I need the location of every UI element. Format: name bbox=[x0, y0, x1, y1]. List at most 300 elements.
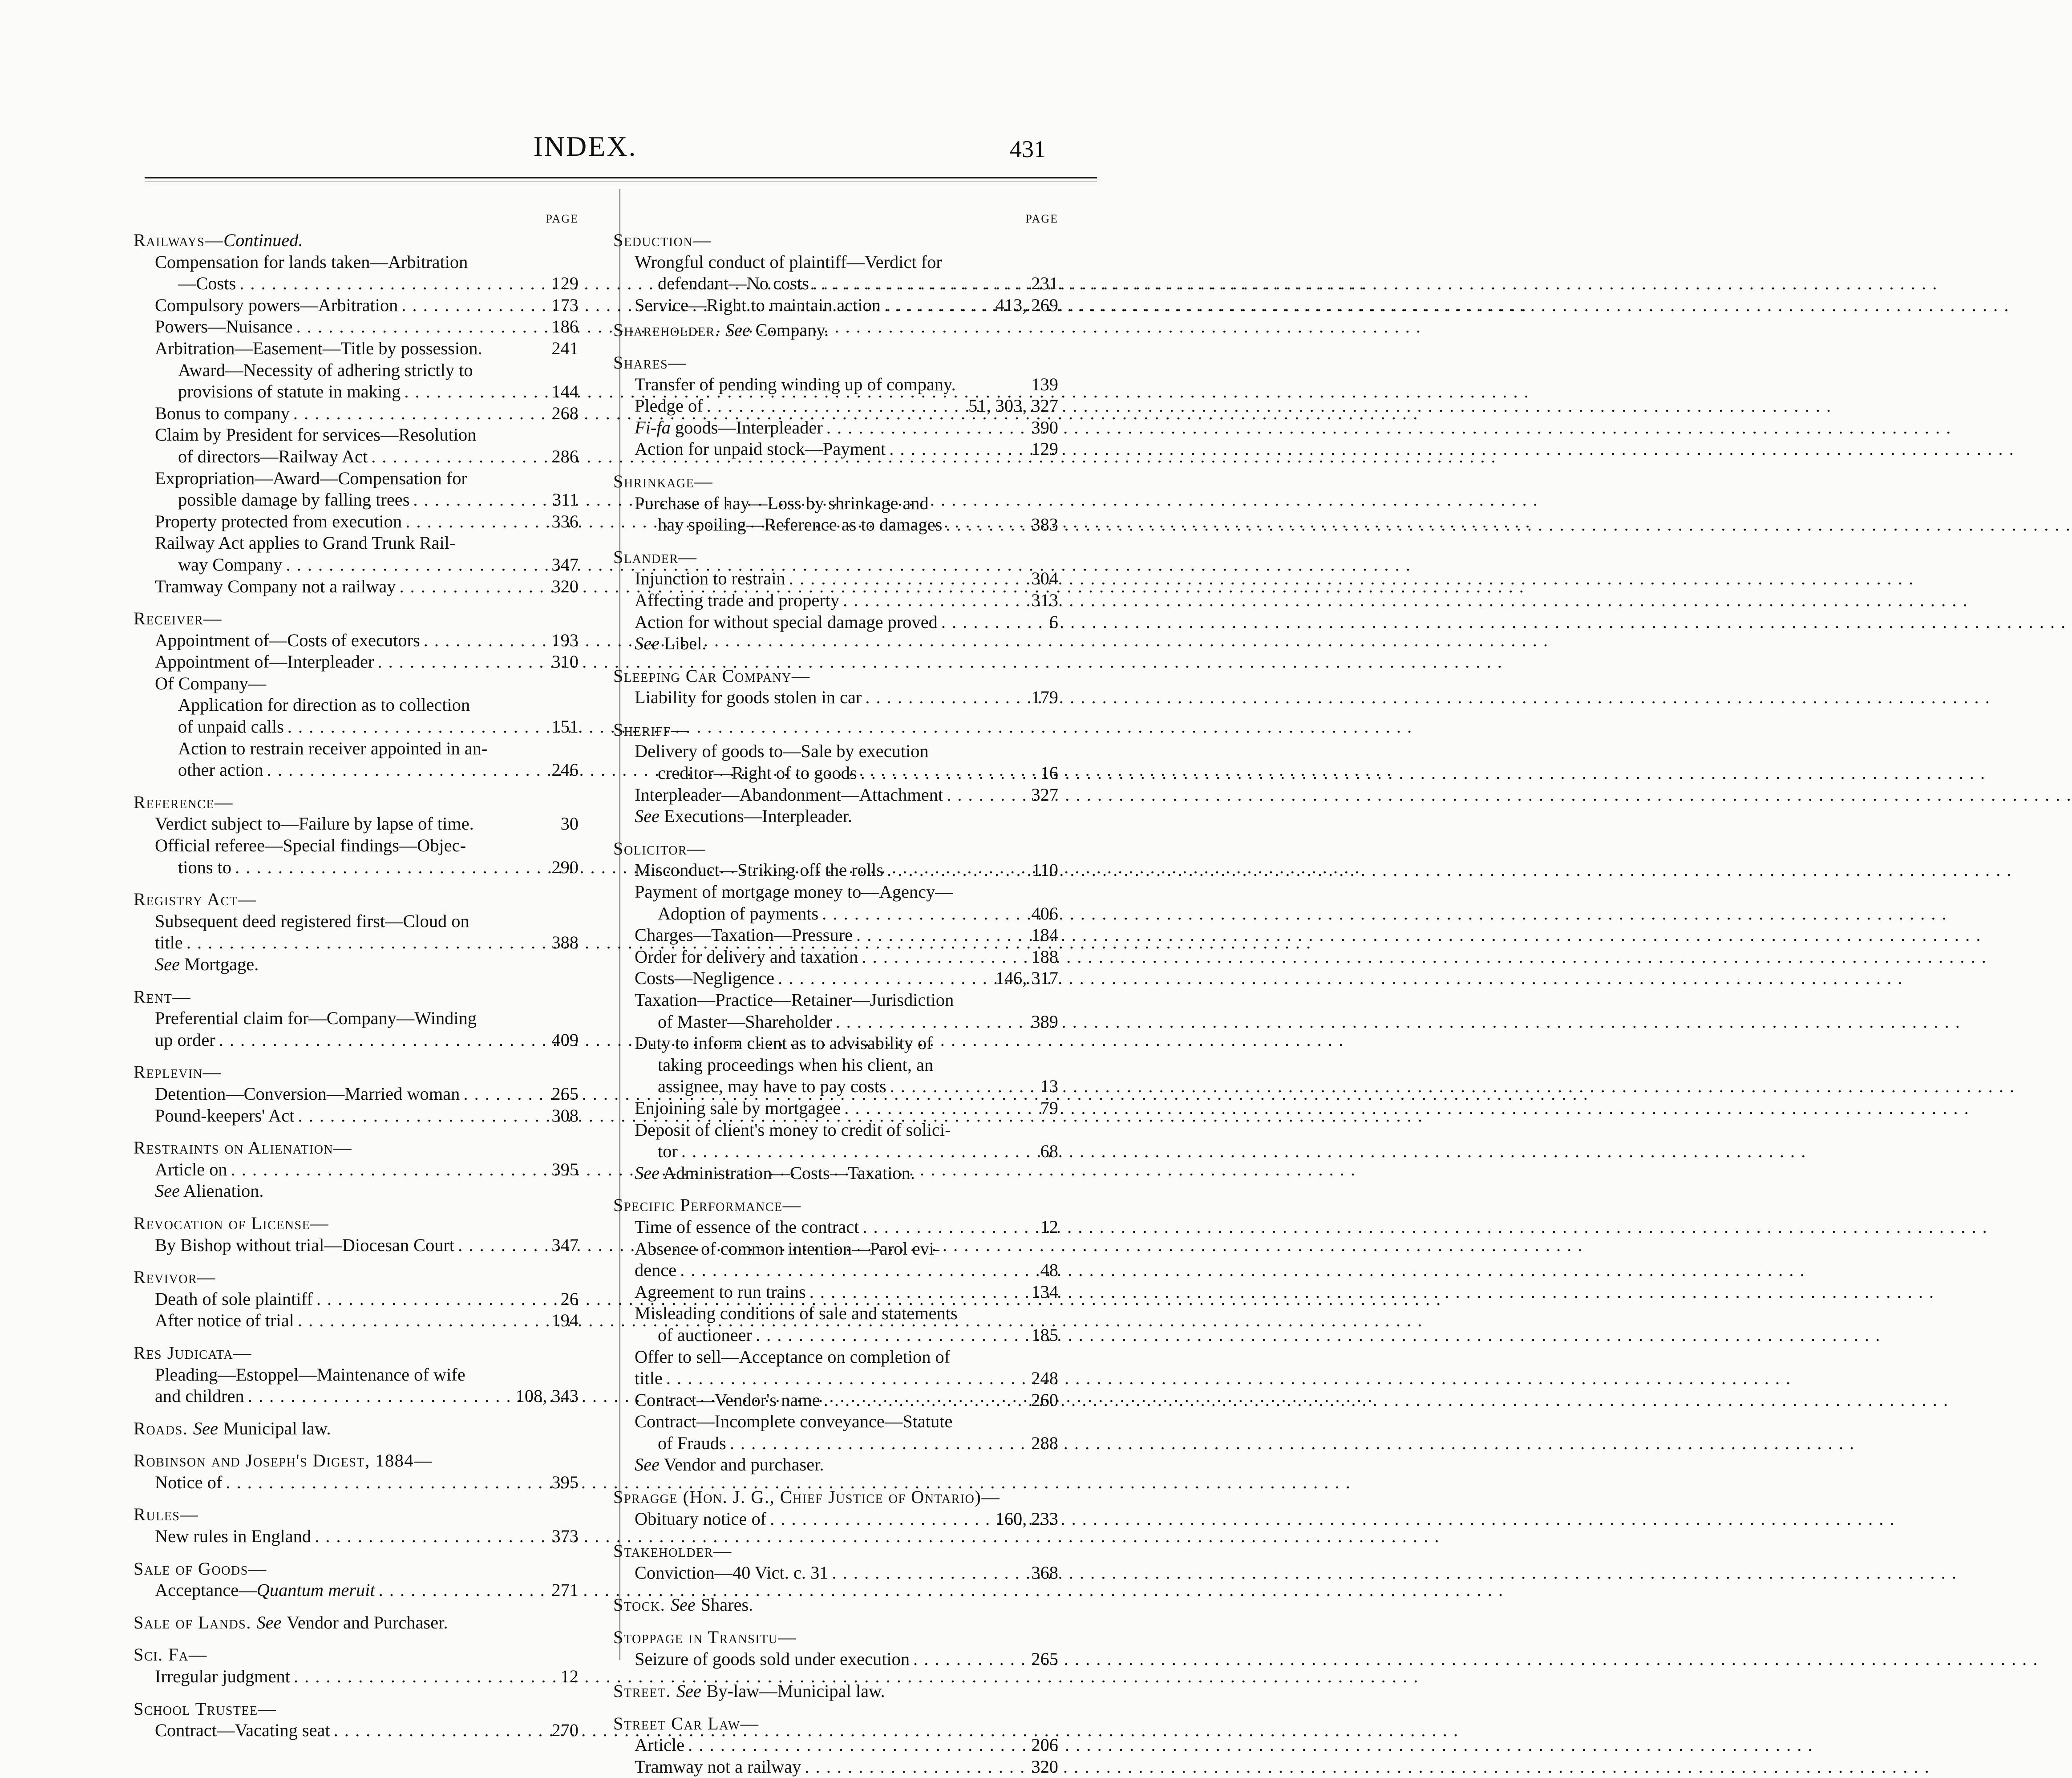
dot-leader bbox=[681, 1141, 1037, 1162]
subentry-line bbox=[134, 1385, 579, 1407]
subentry-text: Contract—Incomplete conveyance—Statute bbox=[635, 1411, 953, 1432]
dot-leader bbox=[315, 1526, 548, 1547]
page-ref: 129 bbox=[551, 273, 579, 294]
subentry-text: Offer to sell—Acceptance on completion of bbox=[635, 1346, 951, 1367]
page-ref: 290 bbox=[551, 857, 579, 877]
subentry-line bbox=[613, 493, 1058, 514]
subentry-italic: Quantum meruit bbox=[256, 1580, 375, 1600]
dot-leader bbox=[862, 946, 1028, 968]
see-reference: Alienation. bbox=[183, 1181, 264, 1201]
entry-heading bbox=[134, 1504, 579, 1526]
entry-heading bbox=[134, 1213, 579, 1235]
subentry-text: Contract—Vacating seat bbox=[155, 1720, 330, 1741]
subentry-text: Obituary notice of bbox=[635, 1508, 767, 1529]
dot-leader bbox=[231, 1159, 548, 1181]
subentry-line bbox=[134, 694, 579, 716]
subentry-text: Purchase of hay—Loss by shrinkage and bbox=[635, 493, 929, 513]
index-entry bbox=[613, 1713, 1058, 1778]
dot-leader bbox=[404, 381, 548, 403]
index-entry bbox=[613, 547, 1058, 655]
subentry-line bbox=[134, 1666, 579, 1688]
dot-leader bbox=[424, 630, 548, 652]
dot-leader bbox=[298, 1310, 548, 1332]
entry-heading-text: Reference— bbox=[134, 792, 233, 812]
subentry-line bbox=[613, 1141, 1058, 1162]
subentry-line bbox=[613, 1324, 1058, 1346]
index-entry bbox=[613, 320, 1058, 341]
dot-leader bbox=[913, 1648, 1028, 1670]
subentry-line bbox=[134, 673, 579, 695]
subentry-line bbox=[134, 1720, 579, 1742]
page-ref: 288 bbox=[1031, 1433, 1058, 1453]
index-entry bbox=[134, 1504, 579, 1547]
subentry-line bbox=[134, 532, 579, 554]
entry-heading bbox=[613, 1195, 1058, 1216]
see-also bbox=[613, 1162, 1058, 1184]
subentry-text: Appointment of—Costs of executors bbox=[155, 630, 420, 650]
entry-heading-text: Receiver— bbox=[134, 608, 223, 629]
subentry-text: title bbox=[635, 1368, 663, 1389]
page-ref: 186 bbox=[551, 316, 579, 337]
page-title: INDEX. bbox=[533, 130, 637, 162]
subentry-line bbox=[134, 554, 579, 576]
see-reference: Vendor and Purchaser. bbox=[287, 1612, 448, 1632]
page-ref: 139 bbox=[1031, 374, 1058, 394]
subentry-text: Bonus to company bbox=[155, 403, 290, 423]
dot-leader bbox=[680, 1260, 1036, 1281]
header-rule bbox=[145, 177, 1097, 178]
subentry-text: Conviction—40 Vict. c. 31 bbox=[635, 1562, 829, 1583]
dot-leader bbox=[856, 924, 1028, 946]
dot-leader bbox=[805, 1756, 1028, 1778]
dot-leader bbox=[861, 762, 1037, 784]
subentry-text: Article bbox=[635, 1735, 685, 1755]
entry-heading bbox=[134, 986, 579, 1008]
subentry-line bbox=[134, 932, 579, 954]
entry-heading-text: Stock. bbox=[613, 1595, 666, 1615]
subentry-line bbox=[613, 438, 1058, 460]
entry-heading-text: Replevin— bbox=[134, 1062, 222, 1082]
subentry-line bbox=[613, 1648, 1058, 1670]
dot-leader bbox=[294, 1666, 557, 1688]
page-ref: 336 bbox=[551, 511, 579, 531]
subentry-text: Liability for goods stolen in car bbox=[635, 687, 862, 708]
dot-leader bbox=[789, 568, 1028, 590]
subentry-text: assignee, may have to pay costs bbox=[658, 1076, 886, 1097]
entry-heading-text: Robinson and Joseph's Digest, 1884— bbox=[134, 1450, 433, 1471]
subentry-text: Charges—Taxation—Pressure bbox=[635, 925, 853, 945]
subentry-line bbox=[613, 251, 1058, 273]
subentry-text: tions to bbox=[178, 857, 232, 877]
index-entry bbox=[134, 889, 579, 975]
dot-leader bbox=[287, 716, 548, 738]
entry-heading bbox=[134, 230, 579, 251]
see-label: See bbox=[676, 1681, 701, 1701]
dot-leader bbox=[832, 1562, 1028, 1584]
entry-heading-text: Street. bbox=[613, 1681, 672, 1701]
dot-leader bbox=[248, 1385, 512, 1407]
page-ref: 310 bbox=[551, 652, 579, 672]
dot-leader bbox=[377, 651, 548, 673]
subentry-text: Compensation for lands taken—Arbitration bbox=[155, 251, 468, 272]
subentry-line bbox=[134, 1288, 579, 1310]
page-ref: 151 bbox=[551, 717, 579, 737]
page-number: 431 bbox=[1010, 136, 1046, 162]
page-ref: 110 bbox=[1032, 860, 1058, 880]
dot-leader bbox=[239, 273, 548, 295]
dot-leader bbox=[889, 438, 1028, 460]
subentry-text: Pleading—Estoppel—Maintenance of wife bbox=[155, 1364, 465, 1385]
subentry-text: taking proceedings when his client, an bbox=[658, 1054, 934, 1075]
subentry-line bbox=[134, 1235, 579, 1256]
subentry-line bbox=[613, 1076, 1058, 1098]
subentry-line bbox=[613, 1033, 1058, 1054]
subentry-text: Claim by President for services—Resolution bbox=[155, 425, 477, 445]
dot-leader bbox=[219, 1029, 548, 1051]
subentry-text: Property protected from execution bbox=[155, 511, 402, 531]
index-entry bbox=[134, 792, 579, 878]
index-entry bbox=[134, 986, 579, 1051]
page-ref: 347 bbox=[551, 554, 579, 575]
entry-heading-text: Shrinkage— bbox=[613, 471, 713, 491]
see-also bbox=[613, 806, 1058, 827]
page-ref: 313 bbox=[1031, 590, 1058, 610]
see-reference: Libel. bbox=[664, 633, 707, 654]
index-entry bbox=[613, 838, 1058, 1184]
index-entry bbox=[134, 1213, 579, 1256]
subentry-text bbox=[155, 1580, 375, 1601]
subentry-line bbox=[613, 1433, 1058, 1454]
subentry-text: Misleading conditions of sale and statements bbox=[635, 1303, 958, 1324]
entry-heading-text: Sale of Goods— bbox=[134, 1558, 267, 1579]
subentry-text: and children bbox=[155, 1386, 244, 1406]
subentry-line bbox=[134, 424, 579, 446]
subentry-line bbox=[134, 911, 579, 932]
subentry-text: Article on bbox=[155, 1159, 227, 1179]
subentry-text: Service—Right to maintain action bbox=[635, 295, 881, 315]
dot-leader bbox=[267, 759, 548, 781]
page-ref: 68 bbox=[1040, 1141, 1058, 1162]
index-entry bbox=[134, 1061, 579, 1126]
page-ref: 248 bbox=[1031, 1368, 1058, 1389]
entry-heading bbox=[134, 1137, 579, 1159]
see-label: See bbox=[155, 954, 180, 974]
page-ref: 184 bbox=[1031, 925, 1058, 945]
index-entry bbox=[134, 1342, 579, 1407]
subentry-text: Action to restrain receiver appointed in an- bbox=[178, 738, 488, 758]
subentry-line bbox=[613, 295, 1058, 316]
subentry-line bbox=[613, 903, 1058, 925]
index-entry bbox=[613, 1627, 1058, 1670]
subentry-text: Action for unpaid stock—Payment bbox=[635, 439, 886, 459]
subentry-line bbox=[613, 395, 1058, 417]
subentry-text: Misconduct—Striking off the rolls bbox=[635, 860, 884, 880]
dot-leader bbox=[235, 857, 548, 879]
index-entry bbox=[613, 352, 1058, 460]
subentry-line bbox=[134, 1580, 579, 1601]
subentry-text: By Bishop without trial—Diocesan Court bbox=[155, 1235, 455, 1255]
index-entry bbox=[134, 1450, 579, 1493]
entry-heading bbox=[134, 1644, 579, 1666]
see-reference: Administration—Costs—Taxation. bbox=[663, 1162, 915, 1183]
index-column-left bbox=[134, 209, 579, 1742]
subentry-text: Notice of bbox=[155, 1472, 223, 1492]
subentry-text: of Frauds bbox=[658, 1433, 726, 1453]
dot-leader bbox=[226, 1472, 548, 1494]
subentry-line bbox=[134, 360, 579, 381]
subentry-line bbox=[134, 1364, 579, 1386]
entry-heading bbox=[613, 230, 1058, 251]
subentry-line bbox=[613, 1508, 1058, 1530]
entry-heading-text: Sci. Fa— bbox=[134, 1644, 207, 1665]
see-reference: Shares. bbox=[700, 1595, 753, 1615]
subentry-line bbox=[134, 716, 579, 738]
subentry-line bbox=[613, 1756, 1058, 1778]
subentry-text: Preferential claim for—Company—Winding bbox=[155, 1008, 477, 1029]
subentry-line bbox=[613, 273, 1058, 295]
see-also bbox=[613, 633, 1058, 655]
subentry-text bbox=[635, 417, 823, 439]
subentry-line bbox=[134, 338, 579, 360]
subentry-line bbox=[613, 1054, 1058, 1076]
page-ref: 265 bbox=[551, 1083, 579, 1104]
subentry-text: Duty to inform client as to advisability of bbox=[635, 1033, 933, 1053]
see-also bbox=[134, 954, 579, 976]
page-ref: 413, 269 bbox=[995, 295, 1058, 315]
entry-heading bbox=[613, 838, 1058, 860]
subentry-line bbox=[134, 813, 579, 835]
dot-leader bbox=[371, 446, 548, 468]
subentry-line bbox=[613, 1411, 1058, 1433]
dot-leader bbox=[843, 590, 1028, 612]
see-also bbox=[134, 1180, 579, 1202]
dot-leader bbox=[826, 417, 1028, 439]
subentry-line bbox=[613, 1346, 1058, 1368]
entry-heading-text: Spragge (Hon. J. G., Chief Justice of Ontario)— bbox=[613, 1487, 1000, 1507]
subentry-text: Subsequent deed registered first—Cloud on bbox=[155, 911, 469, 931]
dot-leader bbox=[862, 1216, 1036, 1238]
dot-leader bbox=[379, 1580, 548, 1601]
subentry-text: other action bbox=[178, 760, 263, 780]
subentry-line bbox=[613, 1562, 1058, 1584]
dot-leader bbox=[405, 511, 548, 533]
entry-heading-text: Registry Act— bbox=[134, 889, 257, 910]
page-ref: 347 bbox=[551, 1235, 579, 1255]
subentry-line bbox=[613, 1216, 1058, 1238]
subentry-text: Tramway not a railway bbox=[635, 1757, 801, 1777]
entry-heading-text: Street Car Law— bbox=[613, 1713, 759, 1733]
see-reference: Vendor and purchaser. bbox=[664, 1454, 824, 1475]
index-column-right bbox=[613, 209, 1058, 1778]
see-reference: By-law—Municipal law. bbox=[706, 1681, 885, 1701]
entry-heading bbox=[134, 1698, 579, 1720]
dot-leader bbox=[730, 1433, 1028, 1454]
page-ref: 368 bbox=[1031, 1562, 1058, 1583]
page-ref: 173 bbox=[551, 295, 579, 315]
dot-leader bbox=[835, 1011, 1028, 1033]
subentry-text: Death of sole plaintiff bbox=[155, 1288, 313, 1309]
page-ref: 6 bbox=[1049, 612, 1058, 632]
page-ref: 30 bbox=[560, 814, 579, 834]
entry-heading-text: Solicitor— bbox=[613, 838, 706, 859]
entry-heading-text: Res Judicata— bbox=[134, 1342, 252, 1363]
subentry-line bbox=[134, 273, 579, 295]
subentry-line bbox=[613, 881, 1058, 903]
dot-leader bbox=[809, 1281, 1028, 1303]
dot-leader bbox=[822, 903, 1028, 925]
entry-heading bbox=[613, 1713, 1058, 1735]
subentry-text: New rules in England bbox=[155, 1526, 312, 1547]
entry-heading-text: Shareholder. bbox=[613, 320, 720, 340]
index-entry bbox=[134, 1698, 579, 1742]
subentry-text: Deposit of client's money to credit of solici- bbox=[635, 1119, 951, 1140]
entry-heading bbox=[134, 792, 579, 814]
page-ref: 320 bbox=[1031, 1757, 1058, 1777]
index-entry bbox=[613, 719, 1058, 827]
index-entry bbox=[134, 1644, 579, 1687]
entry-heading bbox=[613, 665, 1058, 687]
page-ref: 389 bbox=[1031, 1011, 1058, 1032]
subentry-line bbox=[134, 511, 579, 533]
subentry-text: After notice of trial bbox=[155, 1310, 294, 1331]
entry-heading-text: Slander— bbox=[613, 547, 697, 567]
subentry-text: Seizure of goods sold under execution bbox=[635, 1648, 910, 1669]
subentry-line bbox=[134, 403, 579, 425]
subentry-text: of unpaid calls bbox=[178, 717, 284, 737]
subentry-line bbox=[134, 576, 579, 598]
page-ref: 390 bbox=[1031, 417, 1058, 437]
entry-heading bbox=[134, 1418, 579, 1440]
page-ref: 304 bbox=[1031, 568, 1058, 589]
dot-leader bbox=[296, 316, 548, 338]
entry-heading bbox=[134, 1450, 579, 1472]
subentry-line bbox=[134, 630, 579, 652]
subentry-text: way Company bbox=[178, 554, 283, 575]
page-ref: 12 bbox=[560, 1666, 579, 1687]
page-column-label: PAGE bbox=[1025, 212, 1058, 225]
entry-heading bbox=[613, 1486, 1058, 1508]
page-ref: 246 bbox=[551, 760, 579, 780]
dot-leader bbox=[947, 784, 1028, 806]
dot-leader bbox=[688, 1734, 1028, 1756]
subentry-line bbox=[613, 741, 1058, 762]
page-ref: 311 bbox=[552, 490, 579, 510]
subentry-line bbox=[613, 1303, 1058, 1324]
subentry-line bbox=[134, 446, 579, 468]
subentry-text: Tramway Company not a railway bbox=[155, 576, 396, 596]
subentry-text: dence bbox=[635, 1260, 677, 1280]
dot-leader bbox=[298, 1105, 548, 1127]
subentry-line bbox=[134, 1008, 579, 1029]
entry-heading-text: Roads. bbox=[134, 1418, 188, 1438]
page-ref: 265 bbox=[1031, 1648, 1058, 1669]
subentry-line bbox=[613, 946, 1058, 968]
subentry-text: Official referee—Special findings—Objec- bbox=[155, 835, 466, 856]
subentry-text: of auctioneer bbox=[658, 1324, 752, 1345]
entry-heading-text: Revivor— bbox=[134, 1267, 216, 1288]
see-reference: Company. bbox=[755, 320, 829, 340]
index-entry bbox=[134, 1558, 579, 1601]
dot-leader bbox=[778, 968, 992, 989]
page-column-label: PAGE bbox=[546, 212, 579, 225]
entry-heading bbox=[613, 1594, 1058, 1616]
dot-leader bbox=[316, 1288, 557, 1310]
subentry-line bbox=[613, 514, 1058, 536]
index-entry bbox=[134, 1267, 579, 1332]
entry-heading-text: Sheriff— bbox=[613, 719, 690, 740]
subentry-text: Agreement to run trains bbox=[635, 1281, 806, 1302]
page-ref: 160, 233 bbox=[995, 1508, 1058, 1529]
index-entry bbox=[613, 230, 1058, 316]
page-ref: 51, 303, 327 bbox=[968, 396, 1058, 416]
page-ref: 409 bbox=[551, 1029, 579, 1050]
entry-heading-text: Stakeholder— bbox=[613, 1541, 732, 1561]
subentry-text: Compulsory powers—Arbitration bbox=[155, 295, 398, 315]
index-entry bbox=[613, 665, 1058, 709]
subentry-line bbox=[134, 1083, 579, 1105]
subentry-text: Wrongful conduct of plaintiff—Verdict for bbox=[635, 251, 942, 272]
dot-leader bbox=[463, 1083, 548, 1105]
subentry-italic: Fi-fa bbox=[635, 417, 671, 437]
index-entry bbox=[134, 230, 579, 597]
entry-heading bbox=[613, 1681, 1058, 1702]
subentry-text: Pound-keepers' Act bbox=[155, 1105, 295, 1126]
subentry-line bbox=[134, 1310, 579, 1332]
page-ref: 320 bbox=[551, 576, 579, 596]
see-label: See bbox=[635, 633, 660, 654]
page-ref: 134 bbox=[1031, 1281, 1058, 1302]
subentry-line bbox=[134, 1029, 579, 1051]
entry-heading bbox=[134, 608, 579, 630]
subentry-text: title bbox=[155, 932, 183, 953]
subentry-line bbox=[134, 651, 579, 673]
subentry-text: Time of essence of the contract bbox=[635, 1216, 859, 1237]
subentry-line bbox=[613, 1238, 1058, 1260]
subentry-text: Action for without special damage proved bbox=[635, 612, 938, 632]
subentry-text: of Master—Shareholder bbox=[658, 1011, 832, 1032]
index-entry bbox=[134, 1612, 579, 1634]
dot-leader bbox=[293, 403, 548, 425]
dot-leader bbox=[756, 1324, 1028, 1346]
subentry-line bbox=[613, 687, 1058, 709]
page-ref: 383 bbox=[1031, 514, 1058, 535]
subentry-line bbox=[134, 295, 579, 316]
dot-leader bbox=[770, 1508, 992, 1530]
subentry-line bbox=[613, 1281, 1058, 1303]
subentry-text: Expropriation—Award—Compensation for bbox=[155, 468, 467, 488]
entry-heading-text: Specific Performance— bbox=[613, 1195, 801, 1215]
subentry-line bbox=[613, 1119, 1058, 1141]
entry-heading-text: Sale of Lands. bbox=[134, 1612, 251, 1632]
page-ref: 185 bbox=[1031, 1324, 1058, 1345]
dot-leader bbox=[666, 1368, 1028, 1389]
subentry-text: Irregular judgment bbox=[155, 1666, 290, 1687]
subentry-line bbox=[613, 1011, 1058, 1033]
entry-heading bbox=[134, 1612, 579, 1634]
see-reference: Executions—Interpleader. bbox=[664, 806, 852, 826]
index-entry bbox=[613, 1195, 1058, 1476]
see-label: See bbox=[256, 1612, 282, 1632]
entry-heading bbox=[134, 1267, 579, 1288]
page-ref: 270 bbox=[551, 1720, 579, 1741]
subentry-line bbox=[134, 1159, 579, 1181]
entry-heading bbox=[613, 471, 1058, 493]
page-ref: 108, 343 bbox=[515, 1386, 579, 1406]
subentry-text: Taxation—Practice—Retainer—Jurisdiction bbox=[635, 990, 954, 1010]
subentry-text: Railway Act applies to Grand Trunk Rail- bbox=[155, 533, 456, 553]
see-reference: Mortgage. bbox=[184, 954, 259, 974]
page-ref: 241 bbox=[551, 338, 579, 358]
